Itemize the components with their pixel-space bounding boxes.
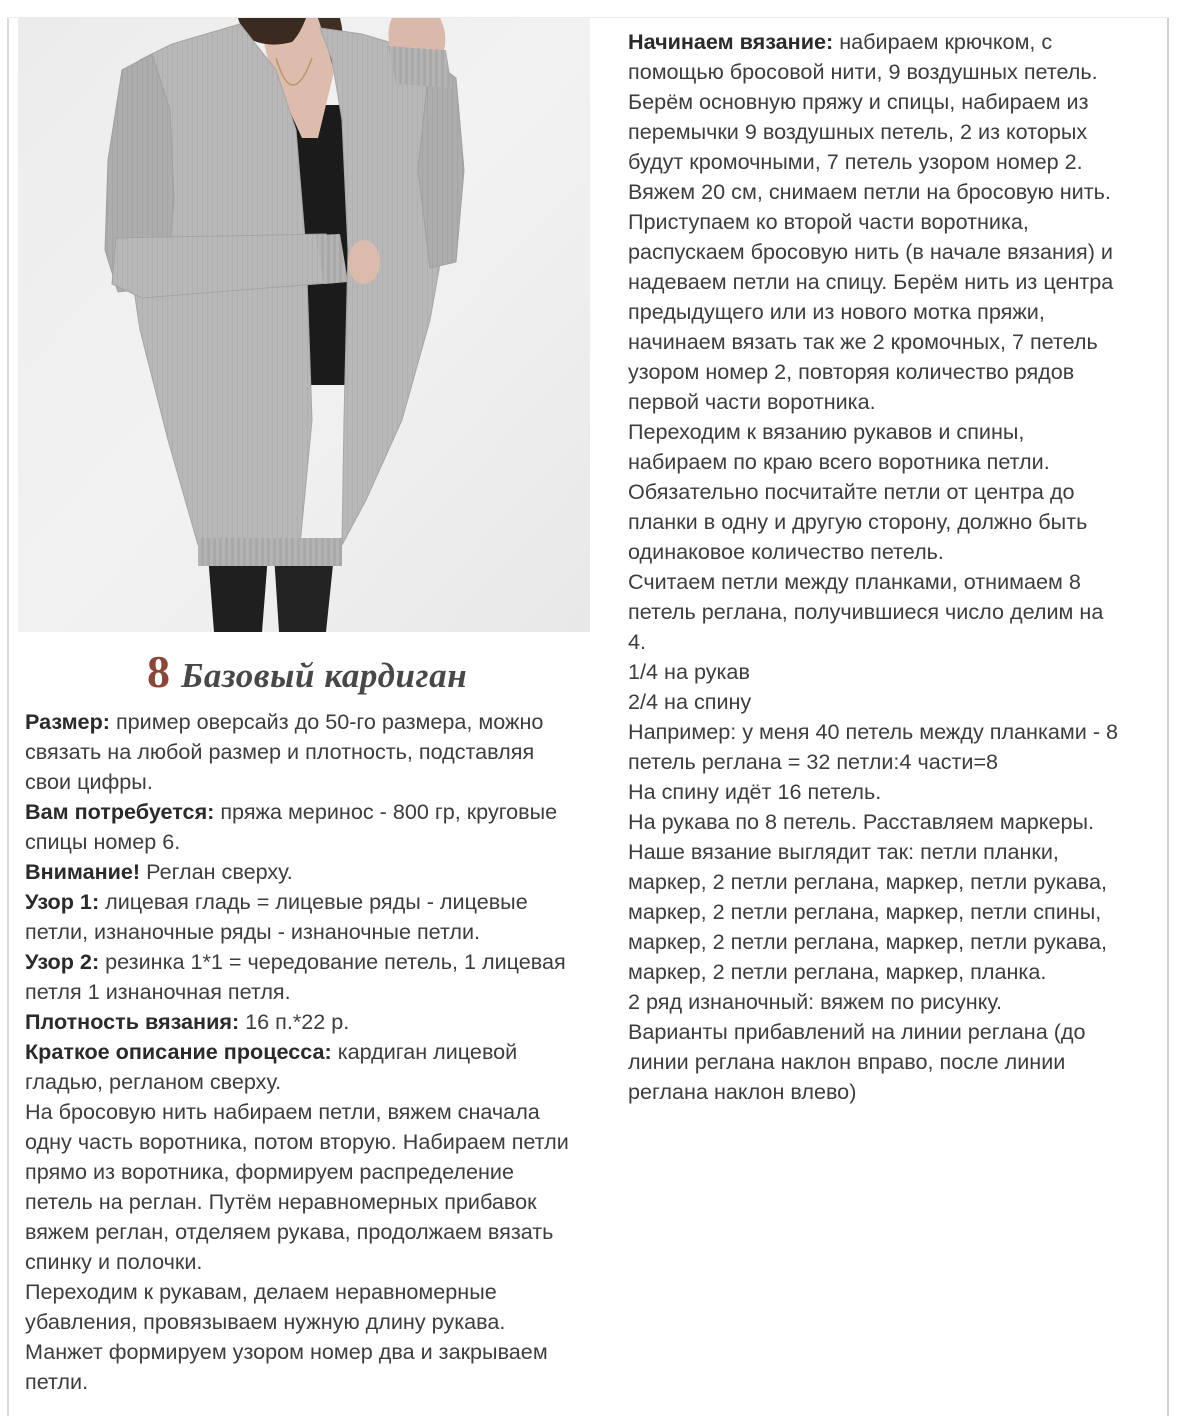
text-line: [628, 477, 1163, 507]
text-line: [628, 627, 1163, 657]
line-text: Переходим к вязанию рукавов и спины,: [628, 419, 1025, 444]
line-text: Манжет формируем узором номер два и закрываем: [25, 1339, 548, 1364]
line-text: перемычки 9 воздушных петель, 2 из которых: [628, 119, 1088, 144]
text-line: [628, 507, 1163, 537]
section-heading: Базовый кардиган: [181, 656, 468, 695]
text-line: [628, 987, 1163, 1017]
text-line: [628, 867, 1163, 897]
line-text: лицевая гладь = лицевые ряды - лицевые: [99, 889, 528, 914]
bold-label: Размер:: [25, 709, 110, 734]
text-line: [628, 447, 1163, 477]
text-line: [628, 27, 1163, 57]
text-line: [628, 687, 1163, 717]
line-text: одну часть воротника, потом вторую. Набираем петли: [25, 1129, 569, 1154]
text-line: [628, 717, 1163, 747]
text-line: [25, 917, 595, 947]
line-text: Реглан сверху.: [140, 859, 293, 884]
text-line: [628, 807, 1163, 837]
line-text: кардиган лицевой: [331, 1039, 518, 1064]
text-line: [25, 1007, 595, 1037]
text-line: [628, 177, 1163, 207]
line-text: линии реглана наклон вправо, после линии: [628, 1049, 1066, 1074]
cardigan-ribbed-hem: [198, 538, 342, 566]
line-text: начинаем вязать так же 2 кромочных, 7 петель: [628, 329, 1098, 354]
line-text: резинка 1*1 = чередование петель, 1 лицевая: [99, 949, 566, 974]
text-line: [628, 567, 1163, 597]
line-text: спинку и полочки.: [25, 1249, 203, 1274]
text-line: [628, 747, 1163, 777]
text-line: [628, 957, 1163, 987]
line-text: первой части воротника.: [628, 389, 876, 414]
text-line: [25, 1187, 595, 1217]
line-text: На бросовую нить набираем петли, вяжем сначала: [25, 1099, 540, 1124]
text-line: [628, 267, 1163, 297]
line-text: Обязательно посчитайте петли от центра до: [628, 479, 1075, 504]
line-text: планки в одну и другую сторону, должно быть: [628, 509, 1088, 534]
text-line: [628, 387, 1163, 417]
line-text: петель реглана = 32 петли:4 части=8: [628, 749, 999, 774]
text-line: [628, 117, 1163, 147]
line-text: реглана наклон влево): [628, 1079, 857, 1104]
line-text: Приступаем ко второй части воротника,: [628, 209, 1029, 234]
bold-label: Вам потребуется:: [25, 799, 215, 824]
text-line: [25, 1367, 595, 1397]
line-text: На спину идёт 16 петель.: [628, 779, 882, 804]
text-line: [628, 1077, 1163, 1107]
text-line: [25, 1277, 595, 1307]
model-right-hand: [388, 18, 445, 50]
line-text: 2 ряд изнаночный: вяжем по рисунку.: [628, 989, 1003, 1014]
line-text: 2/4 на спину: [628, 689, 752, 714]
line-text: маркер, 2 петли реглана, маркер, петли спины,: [628, 899, 1102, 924]
line-text: петли, изнаночные ряды - изнаночные петли.: [25, 919, 481, 944]
line-text: связать на любой размер и плотность, подставляя: [25, 739, 535, 764]
cardigan-right-cuff: [388, 46, 452, 88]
line-text: пряжа меринос - 800 гр, круговые: [214, 799, 558, 824]
text-line: [25, 977, 595, 1007]
line-text: пример оверсайз до 50-го размера, можно: [109, 709, 544, 734]
text-line: [628, 357, 1163, 387]
bold-label: Плотность вязания:: [25, 1009, 240, 1034]
text-line: [25, 1127, 595, 1157]
line-text: маркер, 2 петли реглана, маркер, петли рукава,: [628, 869, 1107, 894]
line-text: Считаем петли между планками, отнимаем 8: [628, 569, 1081, 594]
bold-label: Узор 1:: [25, 889, 100, 914]
line-text: Наше вязание выглядит так: петли планки,: [628, 839, 1059, 864]
line-text: прямо из воротника, формируем распределение: [25, 1159, 514, 1184]
line-text: петли.: [25, 1369, 89, 1394]
line-text: спицы номер 6.: [25, 829, 181, 854]
text-line: [25, 797, 595, 827]
text-line: [25, 1247, 595, 1277]
text-line: [25, 1097, 595, 1127]
text-line: [25, 767, 595, 797]
line-text: одинаковое количество петель.: [628, 539, 944, 564]
text-line: [628, 537, 1163, 567]
text-line: [628, 87, 1163, 117]
bold-label: Начинаем вязание:: [628, 29, 834, 54]
line-text: гладью, регланом сверху.: [25, 1069, 282, 1094]
line-text: Переходим к рукавам, делаем неравномерные: [25, 1279, 497, 1304]
text-line: [628, 417, 1163, 447]
model-right-leg: [274, 555, 334, 632]
section-number: 8: [147, 646, 170, 697]
line-text: узором номер 2, повторяя количество рядов: [628, 359, 1075, 384]
text-line: [25, 887, 595, 917]
text-line: [628, 837, 1163, 867]
line-text: Берём основную пряжу и спицы, набираем из: [628, 89, 1089, 114]
page-border-left: [7, 18, 9, 1416]
text-line: [628, 147, 1163, 177]
line-text: помощью бросовой нити, 9 воздушных петель.: [628, 59, 1098, 84]
line-text: убавления, провязываем нужную длину рукава.: [25, 1309, 506, 1334]
text-line: [628, 297, 1163, 327]
text-line: [25, 1037, 595, 1067]
text-line: [25, 1157, 595, 1187]
right-text-column: [628, 27, 1163, 1107]
text-line: [628, 207, 1163, 237]
line-text: Например: у меня 40 петель между планками - 8: [628, 719, 1119, 744]
bold-label: Внимание!: [25, 859, 141, 884]
text-line: [25, 947, 595, 977]
section-title: [147, 646, 467, 698]
text-line: [628, 597, 1163, 627]
text-line: [628, 1047, 1163, 1077]
text-line: [628, 1017, 1163, 1047]
model-left-hand: [348, 240, 380, 284]
line-text: петель реглана, получившиеся число делим на: [628, 599, 1104, 624]
text-line: [628, 57, 1163, 87]
text-line: [628, 237, 1163, 267]
line-text: Варианты прибавлений на линии реглана (до: [628, 1019, 1086, 1044]
bold-label: Узор 2:: [25, 949, 100, 974]
line-text: 4.: [628, 629, 647, 654]
text-line: [25, 1067, 595, 1097]
text-line: [25, 1307, 595, 1337]
text-line: [25, 707, 595, 737]
line-text: Вяжем 20 см, снимаем петли на бросовую нить.: [628, 179, 1111, 204]
line-text: 1/4 на рукав: [628, 659, 750, 684]
line-text: предыдущего или из нового мотка пряжи,: [628, 299, 1045, 324]
text-line: [628, 897, 1163, 927]
text-line: [25, 827, 595, 857]
page-border-right: [1167, 18, 1169, 1416]
line-text: петля 1 изнаночная петля.: [25, 979, 291, 1004]
text-line: [628, 927, 1163, 957]
text-line: [628, 657, 1163, 687]
line-text: набираем по краю всего воротника петли.: [628, 449, 1050, 474]
line-text: На рукава по 8 петель. Расставляем маркеры.: [628, 809, 1094, 834]
text-line: [25, 1217, 595, 1247]
text-line: [25, 1337, 595, 1367]
line-text: будут кромочными, 7 петель узором номер 2.: [628, 149, 1083, 174]
line-text: маркер, 2 петли реглана, маркер, петли рукава,: [628, 929, 1107, 954]
bold-label: Краткое описание процесса:: [25, 1039, 332, 1064]
line-text: петель на реглан. Путём неравномерных прибавок: [25, 1189, 537, 1214]
line-text: маркер, 2 петли реглана, маркер, планка.: [628, 959, 1047, 984]
line-text: вяжем реглан, отделяем рукава, продолжаем вязать: [25, 1219, 554, 1244]
text-line: [25, 857, 595, 887]
cardigan-photo: [18, 18, 590, 632]
text-line: [628, 327, 1163, 357]
line-text: свои цифры.: [25, 769, 153, 794]
text-line: [628, 777, 1163, 807]
left-text-column: [25, 707, 595, 1397]
line-text: набираем крючком, с: [833, 29, 1053, 54]
text-line: [25, 737, 595, 767]
line-text: надеваем петли на спицу. Берём нить из центра: [628, 269, 1114, 294]
model-left-leg: [208, 555, 268, 632]
line-text: 16 п.*22 р.: [239, 1009, 350, 1034]
line-text: распускаем бросовую нить (в начале вязания) и: [628, 239, 1113, 264]
